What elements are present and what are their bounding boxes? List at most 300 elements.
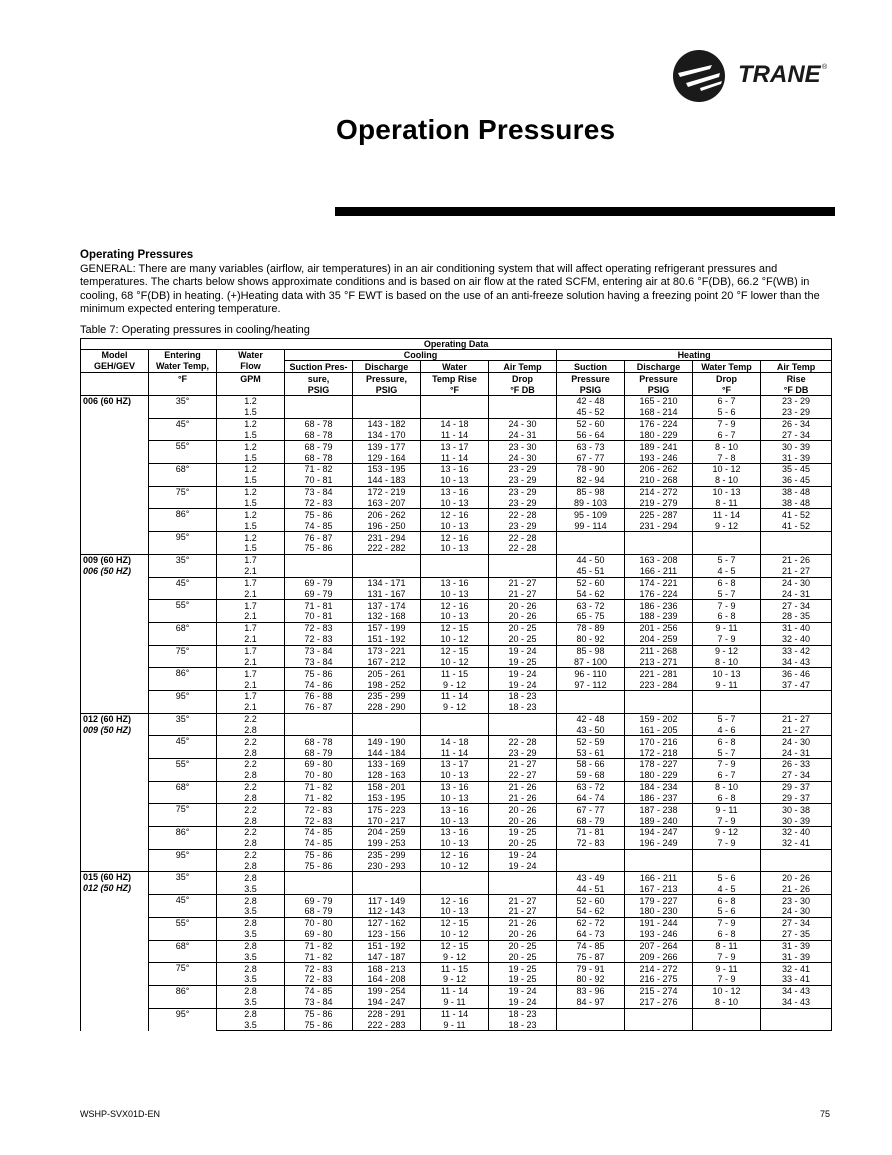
table-cell [353, 554, 421, 565]
table-cell: 1.2 [217, 486, 285, 497]
table-cell [557, 543, 625, 554]
table-cell: 172 - 218 [625, 747, 693, 758]
table-cell: 72 - 83 [285, 804, 353, 815]
table-cell: 1.5 [217, 407, 285, 418]
table-cell: 71 - 82 [285, 940, 353, 951]
table-cell [285, 396, 353, 407]
table-cell: 6 - 7 [693, 396, 761, 407]
table-cell: 7 - 9 [693, 418, 761, 429]
table-cell [489, 407, 557, 418]
table-cell: 73 - 84 [285, 997, 353, 1008]
table-cell: 10 - 13 [421, 475, 489, 486]
table-cell: 70 - 81 [285, 475, 353, 486]
table-cell: 2.1 [217, 566, 285, 577]
table-cell: 167 - 213 [625, 883, 693, 894]
table-cell: 56 - 64 [557, 430, 625, 441]
entering-water-temp-cell: 35° [149, 396, 217, 419]
table-cell: 63 - 73 [557, 441, 625, 452]
header-h2-cell: Air Temp [761, 361, 832, 373]
table-cell: 12 - 15 [421, 917, 489, 928]
entering-water-temp-cell: 68° [149, 622, 217, 645]
table-cell: 78 - 89 [557, 622, 625, 633]
table-cell: 96 - 110 [557, 668, 625, 679]
table-cell [353, 724, 421, 735]
table-cell: 35 - 45 [761, 464, 832, 475]
table-cell: 6 - 8 [693, 929, 761, 940]
entering-water-temp-cell: 45° [149, 577, 217, 600]
table-cell: 9 - 12 [421, 951, 489, 962]
table-cell: 10 - 13 [421, 588, 489, 599]
table-cell: 26 - 34 [761, 418, 832, 429]
table-row [81, 759, 832, 770]
table-cell: 27 - 34 [761, 430, 832, 441]
table-cell [489, 883, 557, 894]
header-h3-cell: Pressure, [353, 373, 421, 385]
table-cell: 8 - 11 [693, 498, 761, 509]
entering-water-temp-cell: 45° [149, 736, 217, 759]
table-cell: 21 - 26 [761, 554, 832, 565]
header-h3-cell: sure, [285, 373, 353, 385]
header-h2-cell: Water [421, 361, 489, 373]
table-row [81, 690, 832, 701]
table-row [81, 917, 832, 928]
table-cell: 68 - 79 [557, 815, 625, 826]
table-cell: 198 - 252 [353, 679, 421, 690]
table-row [81, 464, 832, 475]
table-cell: 191 - 244 [625, 917, 693, 928]
table-cell: 12 - 16 [421, 532, 489, 543]
table-cell: 74 - 85 [557, 940, 625, 951]
table-cell [285, 566, 353, 577]
title-rule [335, 207, 835, 216]
table-cell: 71 - 82 [285, 793, 353, 804]
table-cell: 178 - 227 [625, 759, 693, 770]
table-row [81, 645, 832, 656]
table-cell: 166 - 211 [625, 566, 693, 577]
table-cell [625, 849, 693, 860]
table-cell: 151 - 192 [353, 940, 421, 951]
table-cell: 2.8 [217, 940, 285, 951]
table-cell: 29 - 37 [761, 781, 832, 792]
table-cell: 63 - 72 [557, 600, 625, 611]
table-cell: 38 - 48 [761, 498, 832, 509]
table-cell: 21 - 27 [761, 566, 832, 577]
table-cell [761, 849, 832, 860]
table-cell: 36 - 45 [761, 475, 832, 486]
table-cell: 3.5 [217, 929, 285, 940]
table-cell: 23 - 29 [761, 407, 832, 418]
table-cell: 1.2 [217, 532, 285, 543]
table-cell: 68 - 79 [285, 906, 353, 917]
table-cell: 228 - 290 [353, 702, 421, 713]
entering-water-temp-cell: 86° [149, 827, 217, 850]
table-cell: 84 - 97 [557, 997, 625, 1008]
table-cell: 23 - 30 [761, 895, 832, 906]
entering-water-temp-cell: 68° [149, 464, 217, 487]
header-h4-cell: PSIG [353, 384, 421, 396]
table-cell: 24 - 30 [761, 736, 832, 747]
table-cell [625, 690, 693, 701]
header-model: Model [81, 350, 149, 361]
table-cell: 52 - 59 [557, 736, 625, 747]
table-cell [761, 1019, 832, 1030]
table-cell: 2.8 [217, 724, 285, 735]
table-cell: 75 - 86 [285, 849, 353, 860]
table-cell: 168 - 213 [353, 963, 421, 974]
operating-data-header: Operating Data [81, 339, 832, 350]
heating-header: Heating [557, 350, 832, 361]
table-cell: 37 - 47 [761, 679, 832, 690]
table-cell: 10 - 13 [421, 770, 489, 781]
table-cell [421, 883, 489, 894]
model-name: 009 (60 HZ) [83, 554, 132, 565]
table-cell: 75 - 86 [285, 668, 353, 679]
table-cell: 2.8 [217, 861, 285, 872]
table-cell: 7 - 9 [693, 815, 761, 826]
table-cell: 27 - 35 [761, 929, 832, 940]
table-cell: 1.2 [217, 464, 285, 475]
table-cell: 20 - 25 [489, 634, 557, 645]
table-cell: 167 - 212 [353, 656, 421, 667]
table-cell: 193 - 246 [625, 452, 693, 463]
table-cell: 69 - 80 [285, 759, 353, 770]
table-cell: 165 - 210 [625, 396, 693, 407]
table-cell: 45 - 51 [557, 566, 625, 577]
table-cell: 19 - 24 [489, 849, 557, 860]
table-cell: 1.5 [217, 498, 285, 509]
table-cell: 75 - 86 [285, 861, 353, 872]
table-cell: 68 - 78 [285, 452, 353, 463]
table-cell: 10 - 13 [421, 498, 489, 509]
table-row [81, 396, 832, 407]
table-cell: 12 - 16 [421, 509, 489, 520]
table-cell [557, 690, 625, 701]
table-cell: 71 - 82 [285, 464, 353, 475]
table-cell: 194 - 247 [625, 827, 693, 838]
table-cell: 78 - 90 [557, 464, 625, 475]
table-cell: 189 - 240 [625, 815, 693, 826]
header-h3-cell: °F [149, 373, 217, 385]
table-cell [557, 532, 625, 543]
table-cell [421, 724, 489, 735]
table-cell: 68 - 78 [285, 736, 353, 747]
table-cell: 159 - 202 [625, 713, 693, 724]
table-cell: 180 - 230 [625, 906, 693, 917]
table-cell: 10 - 12 [421, 634, 489, 645]
table-cell: 4 - 5 [693, 566, 761, 577]
table-cell: 24 - 30 [761, 577, 832, 588]
table-cell: 80 - 92 [557, 634, 625, 645]
table-cell: 196 - 249 [625, 838, 693, 849]
table-cell: 74 - 85 [285, 838, 353, 849]
table-cell: 131 - 167 [353, 588, 421, 599]
header-h4-cell: PSIG [625, 384, 693, 396]
table-cell [421, 396, 489, 407]
table-cell: 33 - 42 [761, 645, 832, 656]
table-cell: 3.5 [217, 974, 285, 985]
table-cell: 187 - 238 [625, 804, 693, 815]
table-cell: 72 - 83 [285, 622, 353, 633]
table-cell: 2.8 [217, 917, 285, 928]
table-cell: 71 - 82 [285, 781, 353, 792]
table-cell: 1.5 [217, 543, 285, 554]
table-cell: 2.2 [217, 827, 285, 838]
table-cell: 2.1 [217, 634, 285, 645]
table-cell: 75 - 87 [557, 951, 625, 962]
table-cell: 74 - 85 [285, 520, 353, 531]
table-cell [285, 713, 353, 724]
table-cell: 2.2 [217, 781, 285, 792]
table-cell: 5 - 7 [693, 554, 761, 565]
entering-water-temp-cell: 86° [149, 509, 217, 532]
table-cell: 18 - 23 [489, 702, 557, 713]
table-cell: 19 - 25 [489, 827, 557, 838]
table-cell: 1.5 [217, 452, 285, 463]
table-cell: 1.2 [217, 441, 285, 452]
table-cell [353, 407, 421, 418]
table-cell: 7 - 9 [693, 838, 761, 849]
table-cell [625, 1019, 693, 1030]
table-cell: 72 - 83 [285, 974, 353, 985]
table-cell: 75 - 86 [285, 543, 353, 554]
table-cell: 19 - 24 [489, 679, 557, 690]
table-cell: 31 - 39 [761, 452, 832, 463]
table-cell: 8 - 10 [693, 656, 761, 667]
table-cell: 214 - 272 [625, 486, 693, 497]
table-cell: 22 - 27 [489, 770, 557, 781]
table-cell: 18 - 23 [489, 1008, 557, 1019]
header-h3-cell: Temp Rise [421, 373, 489, 385]
table-cell: 54 - 62 [557, 588, 625, 599]
entering-water-temp-cell: 55° [149, 759, 217, 782]
table-cell: 10 - 12 [693, 985, 761, 996]
entering-water-temp-cell: 75° [149, 486, 217, 509]
table-cell: 2.8 [217, 963, 285, 974]
table-cell: 36 - 46 [761, 668, 832, 679]
table-cell: 157 - 199 [353, 622, 421, 633]
table-cell: 68 - 79 [285, 441, 353, 452]
table-cell: 85 - 98 [557, 645, 625, 656]
table-cell: 147 - 187 [353, 951, 421, 962]
table-cell: 2.8 [217, 872, 285, 883]
table-cell [761, 532, 832, 543]
table-cell: 3.5 [217, 1019, 285, 1030]
entering-water-temp-cell: 55° [149, 917, 217, 940]
table-cell [761, 543, 832, 554]
page-title: Operation Pressures [336, 114, 616, 145]
table-cell: 133 - 169 [353, 759, 421, 770]
table-cell: 20 - 25 [489, 951, 557, 962]
table-cell: 7 - 9 [693, 759, 761, 770]
table-cell: 18 - 23 [489, 690, 557, 701]
table-cell: 20 - 26 [489, 929, 557, 940]
table-cell: 52 - 60 [557, 577, 625, 588]
table-cell: 69 - 79 [285, 895, 353, 906]
table-cell [557, 1019, 625, 1030]
table-cell: 2.8 [217, 747, 285, 758]
table-cell: 75 - 86 [285, 1008, 353, 1019]
table-row [81, 600, 832, 611]
table-cell: 225 - 287 [625, 509, 693, 520]
table-cell: 19 - 24 [489, 645, 557, 656]
table-cell: 20 - 26 [489, 611, 557, 622]
table-cell: 64 - 74 [557, 793, 625, 804]
table-cell: 235 - 299 [353, 690, 421, 701]
table-cell [285, 883, 353, 894]
table-cell: 23 - 29 [761, 396, 832, 407]
model-cell [81, 554, 149, 713]
table-cell: 76 - 87 [285, 532, 353, 543]
table-cell: 27 - 34 [761, 600, 832, 611]
table-cell: 5 - 6 [693, 872, 761, 883]
table-row [81, 804, 832, 815]
table-cell: 6 - 8 [693, 895, 761, 906]
trane-logo [672, 49, 834, 103]
header-row-4 [81, 384, 832, 396]
table-cell: 2.8 [217, 838, 285, 849]
table-cell: 83 - 96 [557, 985, 625, 996]
table-cell: 54 - 62 [557, 906, 625, 917]
table-cell: 59 - 68 [557, 770, 625, 781]
model-name: 012 (60 HZ) [83, 713, 132, 724]
table-cell: 221 - 281 [625, 668, 693, 679]
table-cell: 72 - 83 [285, 634, 353, 645]
table-cell: 11 - 14 [421, 430, 489, 441]
table-row [81, 486, 832, 497]
table-cell: 2.2 [217, 736, 285, 747]
table-cell: 43 - 49 [557, 872, 625, 883]
table-cell: 20 - 25 [489, 838, 557, 849]
table-row [81, 827, 832, 838]
table-cell [421, 713, 489, 724]
table-cell: 117 - 149 [353, 895, 421, 906]
table-cell: 2.1 [217, 702, 285, 713]
table-cell: 10 - 12 [421, 929, 489, 940]
table-cell: 44 - 51 [557, 883, 625, 894]
table-cell: 20 - 26 [489, 815, 557, 826]
model-alt-name: 009 (50 HZ) [83, 724, 132, 735]
header-h3-cell: Drop [693, 373, 761, 385]
table-cell [557, 702, 625, 713]
table-cell: 68 - 78 [285, 430, 353, 441]
table-cell: 24 - 31 [761, 588, 832, 599]
table-cell: 194 - 247 [353, 997, 421, 1008]
header-h3-cell: Pressure [625, 373, 693, 385]
table-cell [693, 861, 761, 872]
table-cell: 69 - 80 [285, 929, 353, 940]
table-cell: 95 - 109 [557, 509, 625, 520]
table-cell: 23 - 29 [489, 747, 557, 758]
table-cell: 20 - 26 [761, 872, 832, 883]
table-cell [421, 566, 489, 577]
table-cell: 70 - 80 [285, 917, 353, 928]
table-cell: 215 - 274 [625, 985, 693, 996]
table-cell [285, 554, 353, 565]
table-cell: 10 - 12 [693, 464, 761, 475]
table-cell: 222 - 283 [353, 1019, 421, 1030]
table-cell: 21 - 26 [489, 793, 557, 804]
table-cell: 64 - 73 [557, 929, 625, 940]
table-cell: 10 - 13 [421, 815, 489, 826]
table-cell: 21 - 27 [489, 588, 557, 599]
table-cell: 71 - 81 [285, 600, 353, 611]
table-cell: 1.7 [217, 577, 285, 588]
table-cell: 19 - 25 [489, 656, 557, 667]
table-cell: 22 - 28 [489, 543, 557, 554]
table-cell: 27 - 34 [761, 917, 832, 928]
header-h4-cell: PSIG [285, 384, 353, 396]
entering-water-temp-cell: 95° [149, 1008, 217, 1031]
entering-water-temp-cell: 75° [149, 804, 217, 827]
table-cell: 76 - 87 [285, 702, 353, 713]
table-cell: 211 - 268 [625, 645, 693, 656]
table-cell [557, 849, 625, 860]
table-cell [557, 1008, 625, 1019]
table-cell [489, 872, 557, 883]
table-cell: 10 - 13 [421, 906, 489, 917]
table-cell: 2.8 [217, 770, 285, 781]
table-cell: 10 - 13 [421, 838, 489, 849]
table-cell [285, 407, 353, 418]
table-cell: 204 - 259 [353, 827, 421, 838]
table-cell: 199 - 254 [353, 985, 421, 996]
table-cell: 3.5 [217, 883, 285, 894]
table-cell: 175 - 223 [353, 804, 421, 815]
entering-water-temp-cell: 68° [149, 940, 217, 963]
table-cell [557, 861, 625, 872]
table-cell: 2.8 [217, 895, 285, 906]
table-cell: 7 - 9 [693, 600, 761, 611]
table-cell [625, 702, 693, 713]
table-cell: 82 - 94 [557, 475, 625, 486]
table-cell [693, 543, 761, 554]
table-cell [353, 566, 421, 577]
table-cell: 52 - 60 [557, 895, 625, 906]
table-cell: 23 - 29 [489, 498, 557, 509]
table-cell: 22 - 28 [489, 532, 557, 543]
table-cell: 223 - 284 [625, 679, 693, 690]
table-cell: 170 - 217 [353, 815, 421, 826]
model-alt-name: 006 (50 HZ) [83, 565, 132, 576]
table-cell: 201 - 256 [625, 622, 693, 633]
table-cell: 149 - 190 [353, 736, 421, 747]
table-cell: 231 - 294 [353, 532, 421, 543]
table-row [81, 736, 832, 747]
table-cell: 58 - 66 [557, 759, 625, 770]
header-h2-cell: Discharge [353, 361, 421, 373]
header-h2-cell: Suction Pres- [285, 361, 353, 373]
table-cell: 24 - 30 [761, 906, 832, 917]
table-cell: 75 - 86 [285, 509, 353, 520]
table-cell: 30 - 39 [761, 441, 832, 452]
table-cell: 10 - 13 [421, 520, 489, 531]
table-cell: 2.8 [217, 1008, 285, 1019]
table-cell: 139 - 177 [353, 441, 421, 452]
table-cell: 32 - 41 [761, 963, 832, 974]
table-cell: 72 - 83 [285, 963, 353, 974]
table-cell: 166 - 211 [625, 872, 693, 883]
table-cell: 153 - 195 [353, 464, 421, 475]
table-cell: 176 - 224 [625, 418, 693, 429]
table-cell [489, 724, 557, 735]
table-cell: 1.7 [217, 600, 285, 611]
table-cell: 32 - 40 [761, 827, 832, 838]
entering-water-temp-cell: 35° [149, 713, 217, 736]
table-cell: 11 - 15 [421, 668, 489, 679]
table-cell: 9 - 12 [421, 679, 489, 690]
table-cell: 10 - 13 [693, 486, 761, 497]
table-row [81, 895, 832, 906]
